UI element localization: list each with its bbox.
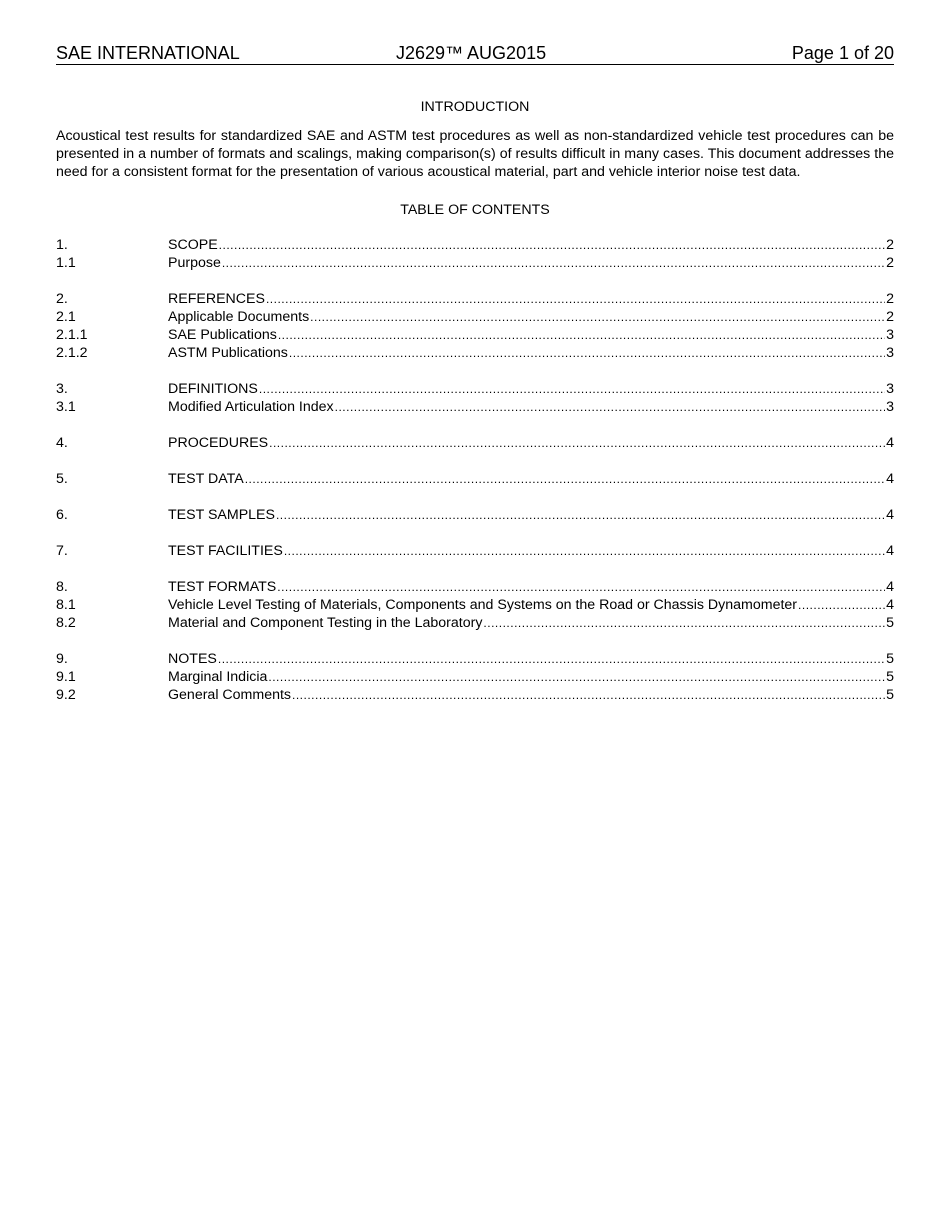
toc-dot-leader	[292, 686, 885, 704]
toc-entry-title: PROCEDURES	[168, 435, 269, 451]
toc-entry-page: 2	[886, 309, 894, 325]
toc-dot-leader	[259, 380, 885, 398]
toc-entry-title: TEST FORMATS	[168, 579, 277, 595]
toc-entry-page: 4	[886, 435, 894, 451]
toc-entry[interactable]	[56, 596, 894, 614]
toc-entry-title: DEFINITIONS	[168, 381, 258, 397]
toc-entry-number: 6.	[56, 507, 68, 523]
toc-entry-number: 2.1.2	[56, 345, 88, 361]
toc-entry[interactable]	[56, 254, 894, 272]
toc-entry-number: 1.1	[56, 255, 76, 271]
toc-entry-number: 8.	[56, 579, 68, 595]
toc-dot-leader	[335, 398, 885, 416]
toc-group	[56, 650, 894, 704]
toc-entry[interactable]	[56, 290, 894, 308]
toc-entry[interactable]	[56, 470, 894, 488]
table-of-contents	[56, 236, 894, 704]
toc-dot-leader	[222, 254, 885, 272]
toc-entry[interactable]	[56, 308, 894, 326]
toc-dot-leader	[284, 542, 885, 560]
toc-entry[interactable]	[56, 578, 894, 596]
toc-dot-leader	[483, 614, 885, 632]
toc-entry-number: 2.1.1	[56, 327, 88, 343]
introduction-heading: INTRODUCTION	[420, 99, 530, 115]
toc-entry-title: TEST FACILITIES	[168, 543, 283, 559]
toc-dot-leader	[269, 434, 885, 452]
toc-group	[56, 434, 894, 452]
toc-entry-page: 3	[886, 327, 894, 343]
toc-entry-page: 4	[886, 597, 894, 613]
toc-entry-number: 9.	[56, 651, 68, 667]
toc-entry-page: 4	[886, 579, 894, 595]
toc-dot-leader	[289, 344, 885, 362]
toc-entry-page: 3	[886, 399, 894, 415]
toc-entry-page: 2	[886, 255, 894, 271]
toc-entry-page: 4	[886, 507, 894, 523]
toc-entry-title: General Comments	[168, 687, 292, 703]
toc-entry-title: Applicable Documents	[168, 309, 310, 325]
toc-entry-page: 2	[886, 237, 894, 253]
toc-entry-number: 2.	[56, 291, 68, 307]
toc-entry-page: 5	[886, 669, 894, 685]
toc-entry-page: 4	[886, 543, 894, 559]
header-page-number: Page 1 of 20	[791, 43, 894, 63]
toc-entry-page: 2	[886, 291, 894, 307]
toc-dot-leader	[276, 506, 885, 524]
toc-group	[56, 290, 894, 362]
toc-entry-number: 8.1	[56, 597, 76, 613]
toc-group	[56, 380, 894, 416]
toc-dot-leader	[310, 308, 885, 326]
toc-entry-number: 8.2	[56, 615, 76, 631]
toc-entry[interactable]	[56, 434, 894, 452]
toc-entry-title: SCOPE	[168, 237, 218, 253]
toc-entry-number: 9.1	[56, 669, 76, 685]
toc-entry-page: 5	[886, 651, 894, 667]
toc-entry-number: 9.2	[56, 687, 76, 703]
toc-entry[interactable]	[56, 542, 894, 560]
toc-entry-title: TEST SAMPLES	[168, 507, 275, 523]
toc-group	[56, 506, 894, 524]
toc-entry-title: Purpose	[168, 255, 221, 271]
toc-entry[interactable]	[56, 650, 894, 668]
toc-group	[56, 470, 894, 488]
toc-entry-page: 4	[886, 471, 894, 487]
toc-entry-page: 5	[886, 615, 894, 631]
page-header	[56, 43, 894, 65]
header-organization: SAE INTERNATIONAL	[56, 43, 240, 63]
toc-entry-title: Vehicle Level Testing of Materials, Components and Systems on the Road or Chassis Dynamometer	[168, 597, 798, 613]
toc-entry-title: SAE Publications	[168, 327, 277, 343]
toc-entry-title: Marginal Indicia	[168, 669, 268, 685]
toc-entry-title: TEST DATA	[168, 471, 244, 487]
toc-dot-leader	[266, 290, 885, 308]
toc-entry[interactable]	[56, 686, 894, 704]
toc-dot-leader	[268, 668, 885, 686]
toc-entry[interactable]	[56, 506, 894, 524]
toc-group	[56, 236, 894, 272]
toc-entry-page: 5	[886, 687, 894, 703]
toc-entry[interactable]	[56, 326, 894, 344]
toc-entry-number: 7.	[56, 543, 68, 559]
toc-entry[interactable]	[56, 236, 894, 254]
toc-entry-title: NOTES	[168, 651, 217, 667]
toc-entry-number: 1.	[56, 237, 68, 253]
toc-entry-title: ASTM Publications	[168, 345, 288, 361]
toc-entry-title: REFERENCES	[168, 291, 265, 307]
toc-group	[56, 542, 894, 560]
toc-entry[interactable]	[56, 380, 894, 398]
toc-entry-number: 3.1	[56, 399, 76, 415]
toc-dot-leader	[219, 236, 885, 254]
toc-heading: TABLE OF CONTENTS	[400, 202, 550, 218]
toc-dot-leader	[278, 326, 885, 344]
toc-entry-title: Modified Articulation Index	[168, 399, 334, 415]
toc-entry-page: 3	[886, 381, 894, 397]
toc-entry[interactable]	[56, 614, 894, 632]
toc-dot-leader	[218, 650, 885, 668]
toc-group	[56, 578, 894, 632]
toc-entry[interactable]	[56, 344, 894, 362]
introduction-paragraph: Acoustical test results for standardized SAE and ASTM test procedures as well as non-standardized vehicle test procedures can be presented in a number of formats and scalings, making comparison(s) of results difficult in many cases. This document addresses the need for a consistent format for the presentation of various acoustical material, part and vehicle interior noise test data.	[56, 128, 894, 180]
toc-entry-number: 4.	[56, 435, 68, 451]
header-document-id: J2629™ AUG2015	[396, 43, 547, 63]
document-page	[56, 0, 894, 722]
toc-dot-leader	[245, 470, 885, 488]
toc-entry-title: Material and Component Testing in the Laboratory	[168, 615, 483, 631]
toc-dot-leader	[798, 596, 885, 614]
toc-entry-number: 5.	[56, 471, 68, 487]
toc-entry[interactable]	[56, 668, 894, 686]
toc-entry-page: 3	[886, 345, 894, 361]
toc-entry-number: 3.	[56, 381, 68, 397]
toc-entry[interactable]	[56, 398, 894, 416]
toc-entry-number: 2.1	[56, 309, 76, 325]
toc-dot-leader	[277, 578, 885, 596]
